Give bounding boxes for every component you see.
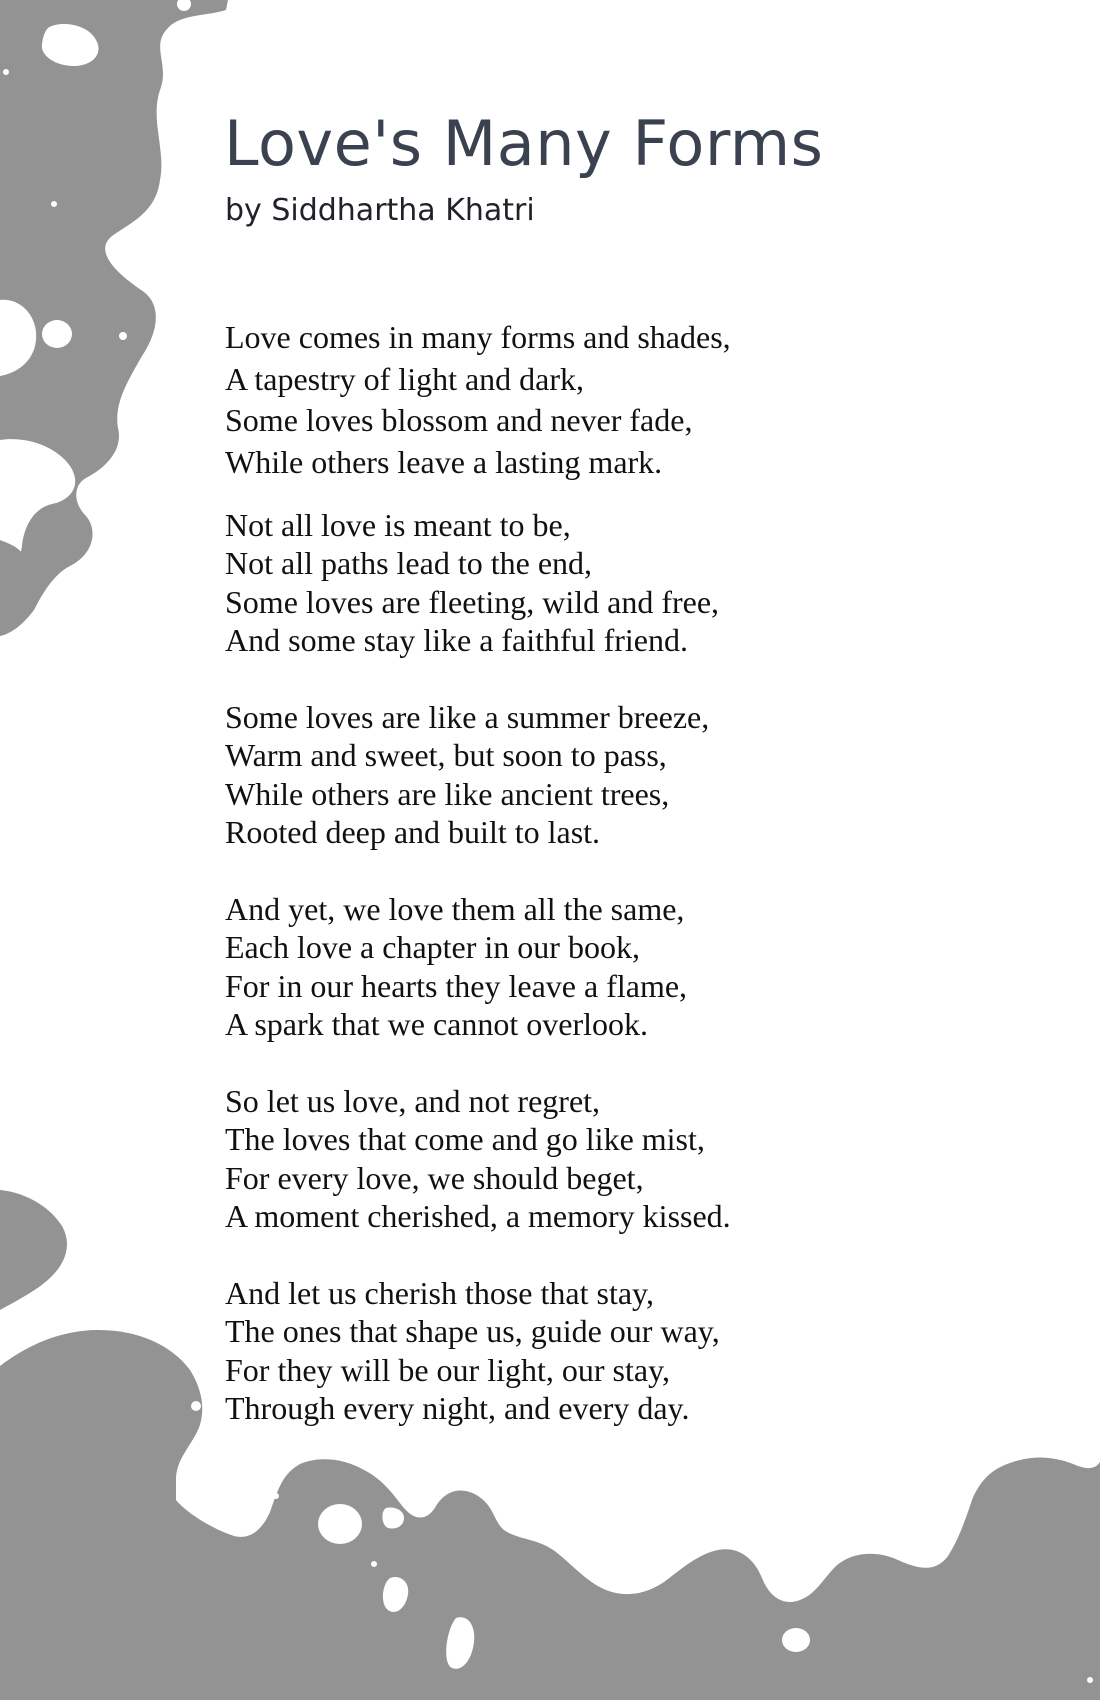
stanza (225, 698, 709, 851)
poem-line: For in our hearts they leave a flame, (225, 967, 688, 1004)
poem-line: So let us love, and not regret, (225, 1083, 601, 1119)
poem-line: A moment cherished, a memory kissed. (225, 1197, 731, 1234)
poem-title: Love's Many Forms (224, 107, 824, 180)
splatter-top-left (0, 0, 228, 636)
poem-line: Some loves are fleeting, wild and free, (225, 583, 720, 620)
poem-line: And some stay like a faithful friend. (225, 621, 688, 658)
poem-line: The ones that shape us, guide our way, (225, 1313, 720, 1350)
stanza (225, 317, 731, 483)
poem-line: Warm and sweet, but soon to pass, (225, 737, 667, 774)
poem-line: For they will be our light, our stay, (225, 1351, 670, 1388)
poem-line: Not all paths lead to the end, (225, 545, 593, 582)
stanza (225, 1274, 720, 1427)
poem-line: And let us cherish those that stay, (225, 1275, 654, 1311)
splatter-left-middle (0, 1190, 67, 1310)
poem-line: Each love a chapter in our book, (225, 929, 640, 966)
poem-line: A tapestry of light and dark, (225, 360, 585, 397)
poem-author: by Siddhartha Khatri (225, 193, 535, 228)
poem-line: And yet, we love them all the same, (225, 891, 685, 927)
poem-line: Love comes in many forms and shades, (225, 319, 731, 355)
poem-line: Some loves blossom and never fade, (225, 402, 693, 438)
poem-line: Rooted deep and built to last. (225, 813, 601, 850)
poem-line: Through every night, and every day. (225, 1389, 690, 1426)
poem-line: The loves that come and go like mist, (225, 1121, 705, 1158)
stanza (225, 890, 687, 1043)
stanza (225, 1082, 731, 1235)
poem-line: While others leave a lasting mark. (225, 443, 663, 480)
poem-line: Some loves are like a summer breeze, (225, 699, 710, 735)
stanza (225, 506, 719, 659)
poem-line: While others are like ancient trees, (225, 775, 670, 812)
poem-line: Not all love is meant to be, (225, 507, 571, 543)
poem-line: For every love, we should beget, (225, 1159, 644, 1196)
poem-line: A spark that we cannot overlook. (225, 1005, 648, 1042)
splatter-left-bottom (0, 1330, 202, 1510)
